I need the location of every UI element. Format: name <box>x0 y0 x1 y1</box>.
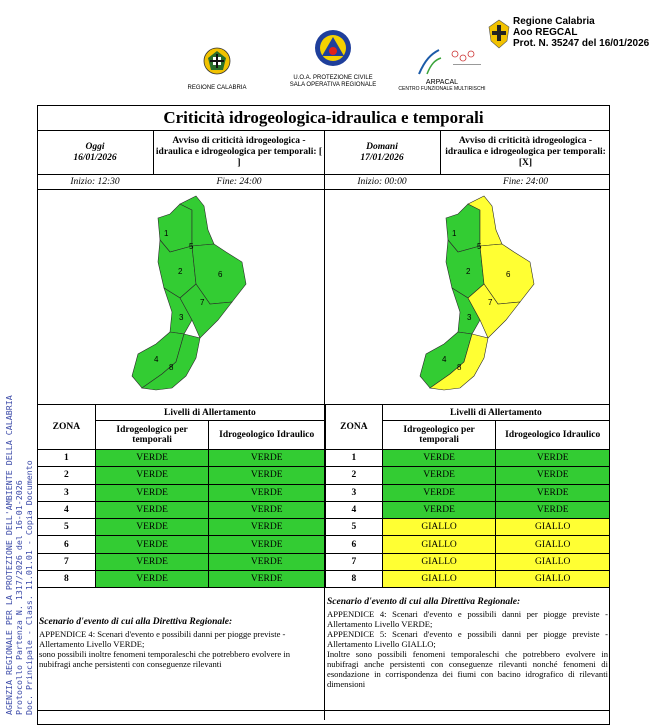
level-idro-idraulico: VERDE <box>496 467 610 484</box>
level-idro-idraulico: VERDE <box>496 484 610 501</box>
zona-number: 1 <box>38 450 96 467</box>
level-idro-temporali: VERDE <box>382 450 496 467</box>
zona-number: 2 <box>326 467 383 484</box>
regione-crest-icon <box>487 19 511 49</box>
scenario-tomorrow <box>327 597 608 689</box>
level-idro-temporali: VERDE <box>382 467 496 484</box>
arpacal-label-1: ARPACAL <box>425 79 459 86</box>
tomorrow-row-zona-4 <box>326 501 610 518</box>
map-today-label-3: 3 <box>179 313 184 322</box>
calabria-map-tomorrow <box>388 192 568 402</box>
arpacal-label-2: CENTRO FUNZIONALE MULTIRISCHI <box>398 86 486 92</box>
inizio-right: Inizio: 00:00 <box>357 176 407 187</box>
map-today-label-4: 4 <box>154 355 159 364</box>
level-idro-idraulico: VERDE <box>209 571 325 588</box>
map-today-label-1: 1 <box>164 229 169 238</box>
map-tomorrow-label-5: 5 <box>477 242 482 251</box>
zona-number: 1 <box>326 450 383 467</box>
protezione-civile-emblem-icon <box>313 28 353 68</box>
regione-calabria-logo <box>182 46 252 92</box>
idro-temp-header: Idrogeologico per temporali <box>95 421 209 450</box>
level-idro-idraulico: GIALLO <box>496 553 610 570</box>
regione-calabria-label: REGIONE CALABRIA <box>187 85 247 91</box>
tomorrow-row-zona-8 <box>326 571 610 588</box>
day-left-date: 16/01/2026 <box>73 152 117 163</box>
scenario-tomorrow-p2: APPENDICE 5: Scenari d'evento e possibili danni per piogge previste - Allertamento Livello GIALLO; <box>327 629 608 649</box>
livelli-header: Livelli di Allertamento <box>382 405 609 421</box>
zona-number: 6 <box>326 536 383 553</box>
today-row-zona-4 <box>38 501 325 518</box>
map-tomorrow-label-2: 2 <box>466 267 471 276</box>
level-idro-temporali: GIALLO <box>382 553 496 570</box>
level-idro-idraulico: VERDE <box>496 501 610 518</box>
tomorrow-row-zona-2 <box>326 467 610 484</box>
today-row-zona-7 <box>38 553 325 570</box>
scenario-today-p2: sono possibili inoltre fenomeni temporaleschi che potrebbero evolvere in nubifragi anche persistenti con conseguenze rilevanti <box>39 649 291 669</box>
protocol-number: Prot. N. 35247 del 16/01/2026 <box>513 38 650 49</box>
arpacal-emblem-icon <box>397 48 487 76</box>
scenario-today <box>39 617 322 669</box>
tomorrow-row-zona-1 <box>326 450 610 467</box>
day-right-header <box>325 131 439 174</box>
tomorrow-row-zona-7 <box>326 553 610 570</box>
level-idro-idraulico: VERDE <box>209 501 325 518</box>
map-today-label-7: 7 <box>200 298 205 307</box>
level-idro-temporali: VERDE <box>382 484 496 501</box>
level-idro-temporali: VERDE <box>95 484 209 501</box>
level-idro-idraulico: VERDE <box>209 450 325 467</box>
today-row-zona-2 <box>38 467 325 484</box>
bulletin-title: Criticità idrogeologica-idraulica e temporali <box>163 108 484 127</box>
level-idro-temporali: VERDE <box>95 536 209 553</box>
zona-number: 6 <box>38 536 96 553</box>
level-idro-temporali: GIALLO <box>382 536 496 553</box>
scenario-tomorrow-heading: Scenario d'evento di cui alla Direttiva Regionale: <box>327 597 521 607</box>
zona-number: 3 <box>326 484 383 501</box>
idro-idra-header: Idrogeologico Idraulico <box>209 421 325 450</box>
side-protocol-stamp <box>4 395 34 715</box>
day-left-label: Oggi <box>85 141 105 152</box>
inizio-left: Inizio: 12:30 <box>70 176 120 187</box>
tomorrow-row-zona-3 <box>326 484 610 501</box>
map-today-label-2: 2 <box>178 267 183 276</box>
level-idro-temporali: VERDE <box>95 501 209 518</box>
day-right-date: 17/01/2026 <box>360 152 404 163</box>
today-row-zona-6 <box>38 536 325 553</box>
zona-number: 7 <box>38 553 96 570</box>
level-idro-temporali: VERDE <box>95 450 209 467</box>
idro-idra-header: Idrogeologico Idraulico <box>496 421 610 450</box>
side-stamp-line-1: AGENZIA REGIONALE PER LA PROTEZIONE DELL'AMBIENTE DELLA CALABRIA <box>4 395 14 715</box>
level-idro-temporali: VERDE <box>95 519 209 536</box>
zona-number: 3 <box>38 484 96 501</box>
level-idro-idraulico: VERDE <box>209 484 325 501</box>
map-today-label-6: 6 <box>218 270 223 279</box>
alert-rows-tomorrow <box>326 450 610 588</box>
zona-number: 5 <box>38 519 96 536</box>
today-row-zona-1 <box>38 450 325 467</box>
map-today-label-5: 5 <box>189 242 194 251</box>
map-tomorrow-label-4: 4 <box>442 355 447 364</box>
avviso-left: Avviso di criticità idrogeologica - idraulica e idrogeologica per temporali: [ ] <box>155 136 323 168</box>
protezione-civile-logo <box>283 28 383 89</box>
zona-header: ZONA <box>38 405 96 450</box>
level-idro-temporali: VERDE <box>95 467 209 484</box>
avviso-right: Avviso di criticità idrogeologica - idraulica e idrogeologica per temporali: [X] <box>445 136 606 168</box>
alert-table-today <box>37 404 325 588</box>
level-idro-idraulico: GIALLO <box>496 536 610 553</box>
map-tomorrow-label-6: 6 <box>506 270 511 279</box>
protocol-stamp <box>487 16 650 49</box>
fine-right: Fine: 24:00 <box>502 176 549 187</box>
zona-number: 5 <box>326 519 383 536</box>
tomorrow-row-zona-6 <box>326 536 610 553</box>
level-idro-temporali: VERDE <box>95 553 209 570</box>
level-idro-temporali: VERDE <box>95 571 209 588</box>
zona-number: 4 <box>326 501 383 518</box>
level-idro-idraulico: GIALLO <box>496 519 610 536</box>
day-left-header <box>38 131 152 174</box>
scenario-tomorrow-p1: APPENDICE 4: Scenari d'evento e possibili danni per piogge previste - Allertamento Livello VERDE; <box>327 609 608 629</box>
level-idro-temporali: GIALLO <box>382 571 496 588</box>
level-idro-idraulico: VERDE <box>209 519 325 536</box>
today-row-zona-3 <box>38 484 325 501</box>
side-stamp-line-2: Protocollo Partenza N. 1317/2026 del 16-01-2026 <box>14 480 24 715</box>
protocol-region: Regione Calabria <box>513 16 595 27</box>
arpacal-logo <box>392 48 492 93</box>
scenario-today-heading: Scenario d'evento di cui alla Direttiva Regionale: <box>39 617 233 627</box>
tomorrow-row-zona-5 <box>326 519 610 536</box>
fine-left: Fine: 24:00 <box>216 176 262 187</box>
protocol-aoo: Aoo REGCAL <box>513 27 578 38</box>
map-tomorrow-label-7: 7 <box>488 298 493 307</box>
level-idro-temporali: VERDE <box>382 501 496 518</box>
idro-temp-header: Idrogeologico per temporali <box>382 421 496 450</box>
level-idro-idraulico: VERDE <box>496 450 610 467</box>
calabria-map-today <box>100 192 280 402</box>
side-stamp-line-3: Doc. Principale - Class. 11.01.01 - Copia Documento <box>24 460 34 715</box>
map-tomorrow-label-8: 8 <box>457 363 462 372</box>
level-idro-temporali: GIALLO <box>382 519 496 536</box>
zona-header: ZONA <box>326 405 383 450</box>
map-tomorrow-label-1: 1 <box>452 229 457 238</box>
protezione-civile-label-1: U.O.A. PROTEZIONE CIVILE <box>293 75 373 81</box>
protezione-civile-label-2: SALA OPERATIVA REGIONALE <box>289 82 377 88</box>
day-right-label: Domani <box>366 141 398 152</box>
level-idro-idraulico: VERDE <box>209 553 325 570</box>
alert-rows-today <box>38 450 325 588</box>
scenario-tomorrow-p3: Inoltre sono possibili fenomeni temporaleschi che potrebbero evolvere in nubifragi anche persistenti con conseguenze rilevanti nonché fenomeni di esondazione in corrispondenza dei fiumi con bacino idrografico di rilevanti dimensioni <box>327 649 608 689</box>
map-today-label-8: 8 <box>169 363 174 372</box>
today-row-zona-5 <box>38 519 325 536</box>
alert-table-tomorrow <box>325 404 610 588</box>
zona-number: 8 <box>38 571 96 588</box>
level-idro-idraulico: GIALLO <box>496 571 610 588</box>
today-row-zona-8 <box>38 571 325 588</box>
map-tomorrow-label-3: 3 <box>467 313 472 322</box>
level-idro-idraulico: VERDE <box>209 467 325 484</box>
zona-number: 8 <box>326 571 383 588</box>
level-idro-idraulico: VERDE <box>209 536 325 553</box>
scenario-today-p1: APPENDICE 4: Scenari d'evento e possibili danni per piogge previste - Allertamento Livello VERDE; <box>39 629 286 649</box>
livelli-header: Livelli di Allertamento <box>95 405 324 421</box>
zona-number: 4 <box>38 501 96 518</box>
zona-number: 2 <box>38 467 96 484</box>
zona-number: 7 <box>326 553 383 570</box>
regione-calabria-emblem-icon <box>202 46 232 82</box>
